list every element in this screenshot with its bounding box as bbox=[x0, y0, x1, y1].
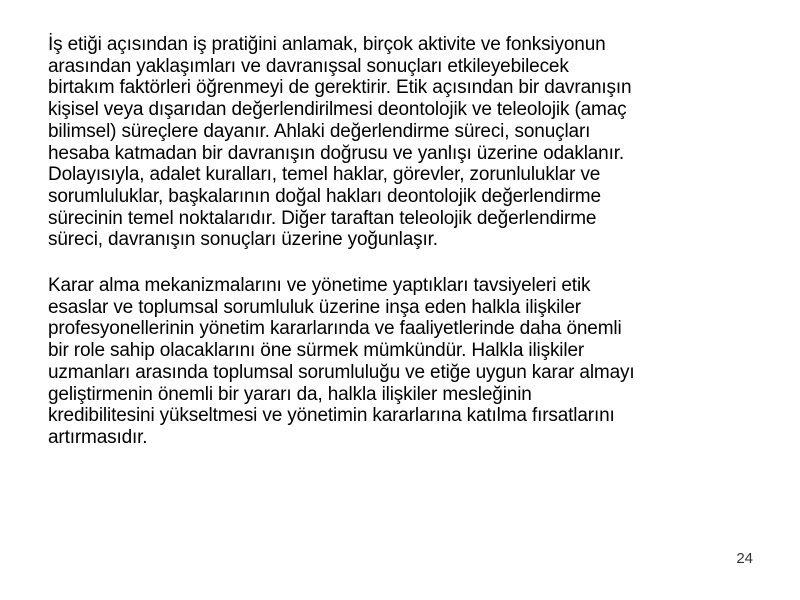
text-line: sorumluluklar, başkalarının doğal hakları deontolojik değerlendirme bbox=[48, 185, 601, 207]
text-line: artırmasıdır. bbox=[48, 426, 148, 448]
text-line: hesaba katmadan bir davranışın doğrusu ve yanlışı üzerine odaklanır. bbox=[48, 142, 624, 164]
paragraph-2 bbox=[48, 275, 760, 449]
text-line: geliştirmenin önemli bir yararı da, halkla ilişkiler mesleğinin bbox=[48, 383, 532, 405]
text-line: arasından yaklaşımları ve davranışsal sonuçları etkileyebilecek bbox=[48, 55, 569, 77]
text-line: Karar alma mekanizmalarını ve yönetime yaptıkları tavsiyeleri etik bbox=[48, 275, 591, 297]
text-line: bilimsel) süreçlere dayanır. Ahlaki değerlendirme süreci, sonuçları bbox=[48, 120, 591, 142]
text-line: İş etiği açısından iş pratiğini anlamak, birçok aktivite ve fonksiyonun bbox=[48, 34, 606, 55]
text-line: sürecinin temel noktalarıdır. Diğer taraftan teleolojik değerlendirme bbox=[48, 207, 597, 229]
text-line: uzmanları arasında toplumsal sorumluluğu ve etiğe uygun karar almayı bbox=[48, 361, 635, 383]
text-line: Dolayısıyla, adalet kuralları, temel haklar, görevler, zorunluluklar ve bbox=[48, 164, 601, 186]
slide-body bbox=[48, 34, 760, 449]
text-line: kişisel veya dışarıdan değerlendirilmesi deontolojik ve teleolojik (amaç bbox=[48, 99, 627, 121]
text-line: kredibilitesini yükseltmesi ve yönetimin kararlarına katılma fırsatlarını bbox=[48, 405, 615, 427]
text-line: birtakım faktörleri öğrenmeyi de gerektirir. Etik açısından bir davranışın bbox=[48, 77, 632, 99]
paragraph-1 bbox=[48, 34, 760, 251]
text-line: esaslar ve toplumsal sorumluluk üzerine inşa eden halkla ilişkiler bbox=[48, 296, 581, 318]
text-line: profesyonellerinin yönetim kararlarında ve faaliyetlerinde daha önemli bbox=[48, 318, 622, 340]
page-number: 24 bbox=[736, 550, 753, 567]
text-line: süreci, davranışın sonuçları üzerine yoğunlaşır. bbox=[48, 229, 438, 251]
text-line: bir role sahip olacaklarını öne sürmek mümkündür. Halkla ilişkiler bbox=[48, 340, 585, 362]
